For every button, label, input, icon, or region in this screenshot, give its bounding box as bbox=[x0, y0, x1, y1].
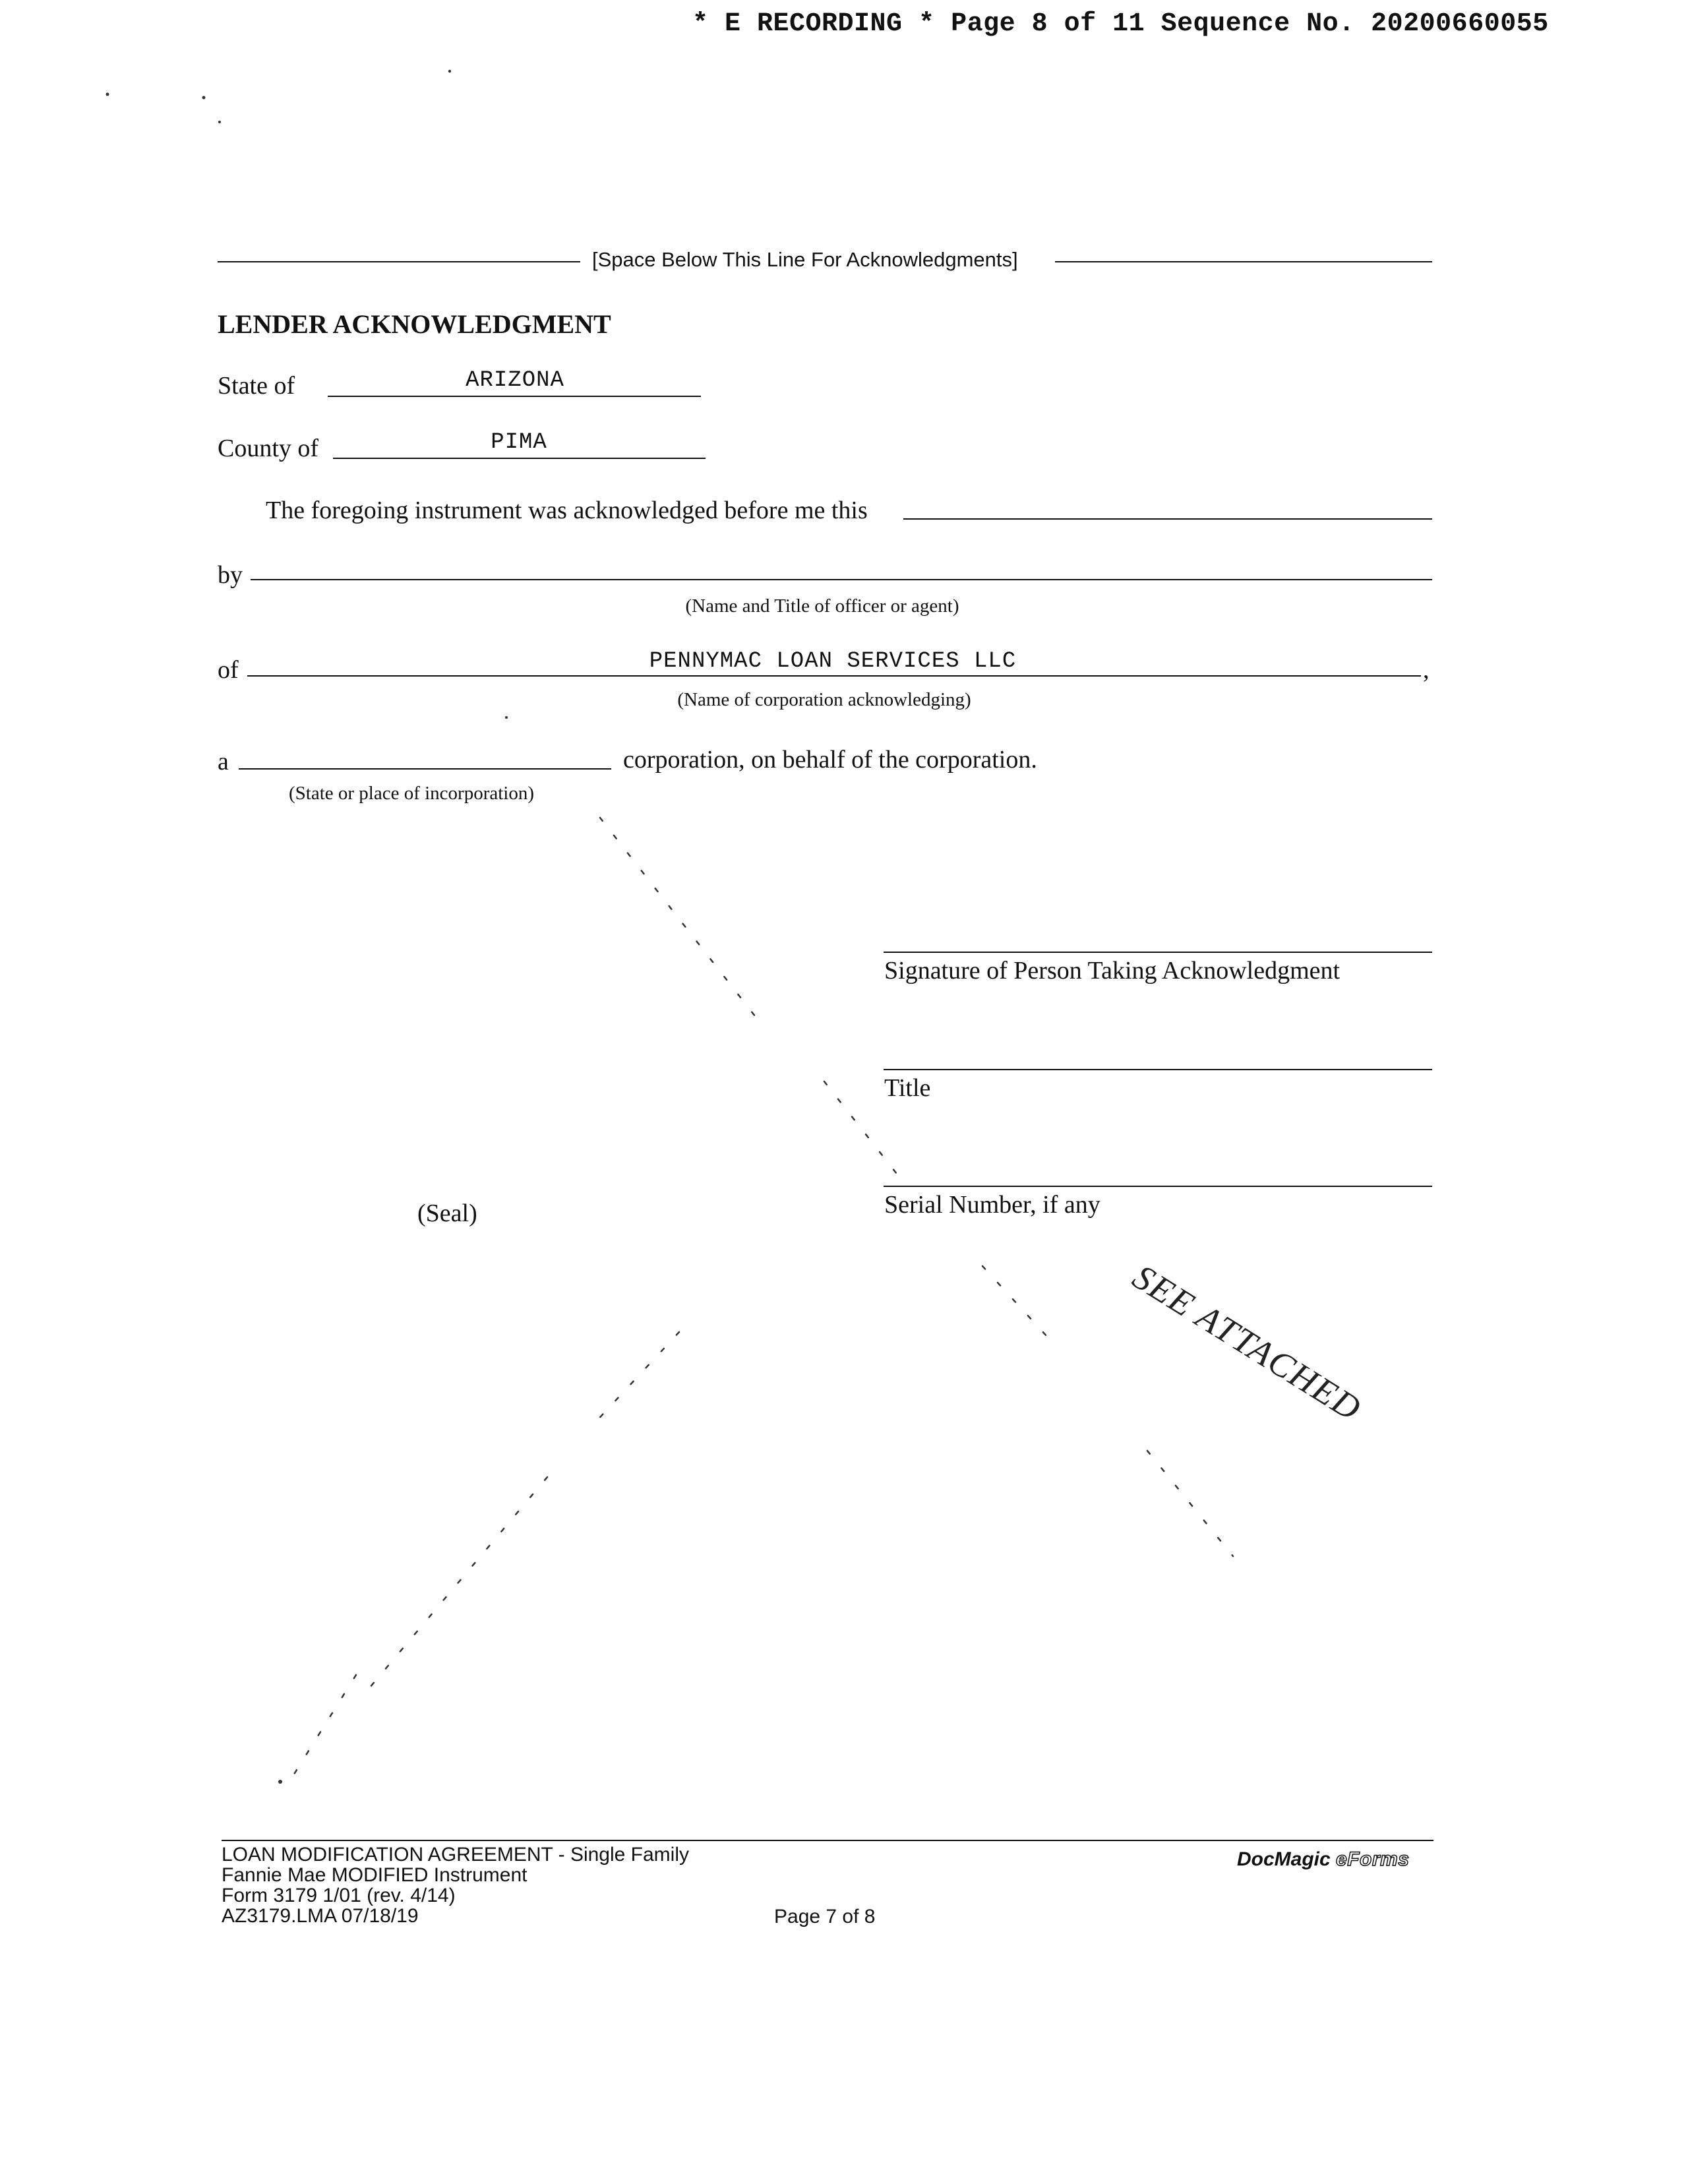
serial-label: Serial Number, if any bbox=[884, 1191, 1100, 1219]
state-label: State of bbox=[218, 372, 295, 400]
footer-line-3: Form 3179 1/01 (rev. 4/14) bbox=[222, 1885, 456, 1906]
corporation-behalf-text: corporation, on behalf of the corporation. bbox=[623, 746, 1037, 774]
corporation-value: PENNYMAC LOAN SERVICES LLC bbox=[649, 649, 1017, 674]
footer-line-1: LOAN MODIFICATION AGREEMENT - Single Family bbox=[222, 1844, 689, 1866]
footer-form-info bbox=[222, 1844, 689, 1926]
name-title-caption: (Name and Title of officer or agent) bbox=[685, 595, 959, 617]
signature-label: Signature of Person Taking Acknowledgment bbox=[884, 957, 1341, 985]
recording-stamp: * E RECORDING * Page 8 of 11 Sequence No. 20200660055 bbox=[692, 9, 1549, 39]
county-value: PIMA bbox=[491, 430, 547, 455]
page-title: LENDER ACKNOWLEDGMENT bbox=[218, 309, 611, 339]
footer-line-2: Fannie Mae MODIFIED Instrument bbox=[222, 1864, 528, 1886]
corporation-caption: (Name of corporation acknowledging) bbox=[677, 689, 971, 710]
footer-page-number: Page 7 of 8 bbox=[774, 1906, 876, 1927]
state-value: ARIZONA bbox=[466, 368, 564, 393]
seal-label: (Seal) bbox=[417, 1199, 477, 1227]
by-label: by bbox=[218, 561, 243, 589]
docmagic-brand: DocMagic bbox=[1237, 1848, 1331, 1870]
footer-line-4: AZ3179.LMA 07/18/19 bbox=[222, 1905, 419, 1927]
state-place-caption: (State or place of incorporation) bbox=[288, 783, 535, 804]
docmagic-eforms: eForms bbox=[1336, 1848, 1410, 1870]
title-label: Title bbox=[884, 1074, 931, 1102]
foregoing-text: The foregoing instrument was acknowledged before me this bbox=[266, 497, 868, 524]
docmagic-logo bbox=[1237, 1848, 1409, 1871]
county-label: County of bbox=[218, 435, 319, 462]
a-label: a bbox=[218, 748, 229, 775]
divider-text: [Space Below This Line For Acknowledgments] bbox=[592, 248, 1018, 271]
of-label: of bbox=[218, 656, 239, 684]
footer-rule bbox=[222, 1840, 1433, 1841]
see-attached-stamp: SEE ATTACHED bbox=[1126, 1256, 1369, 1429]
corporation-comma: , bbox=[1423, 656, 1430, 684]
